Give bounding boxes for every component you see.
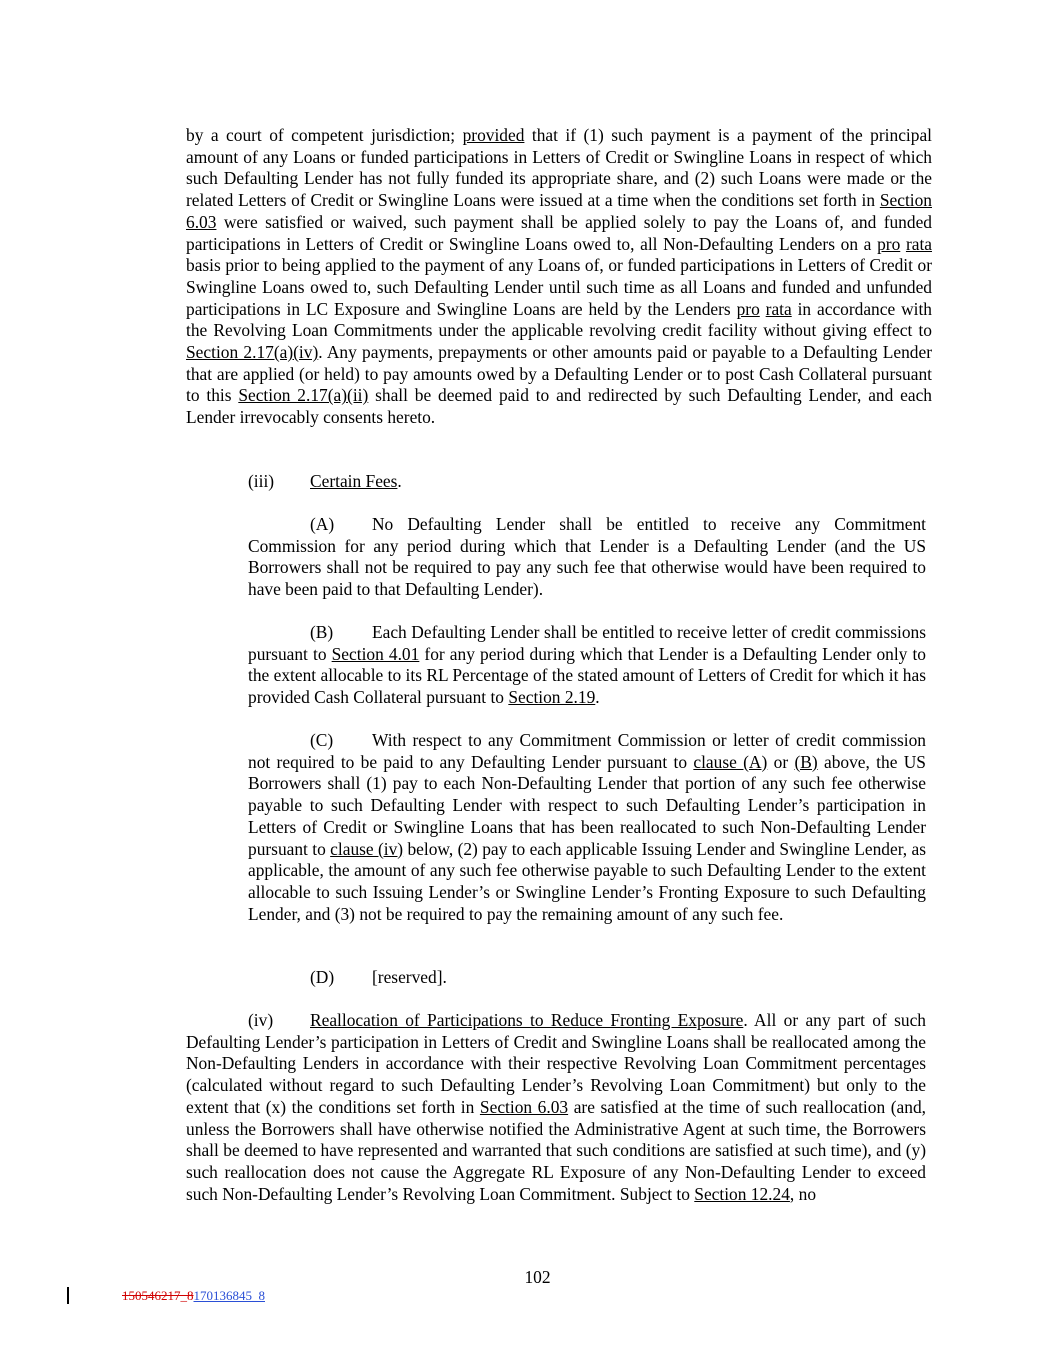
clause-b: (B) Each Defaulting Lender shall be entitled to receive letter of credit commissions pursuant to Section 4.01 for any period during which that Lender is a Defaulting Lender only to the extent allocable to its RL Percentage of the stated amount of Letters of Credit for which it has provided Cash Collateral pursuant to Section 2.19. (248, 622, 926, 708)
section-reference: Section 2.17(a)(ii) (238, 385, 369, 406)
clause-reference: (B) (794, 751, 818, 772)
subsection-title: Certain Fees (310, 471, 398, 491)
paragraph-continuation: by a court of competent jurisdiction; provided that if (1) such payment is a payment of the principal amount of any Loans or funded participations in Letters of Credit or Swingline Loans in respect of which such Defaulting Lender has not fully funded its appropriate share, and (2) such Loans were made or the related Letters of Credit or Swingline Loans were issued at a time when the conditions set forth in Section 6.03 were satisfied or waived, such payment shall be applied solely to pay the Loans of, and funded participations in Letters of Credit or Swingline Loans owed to, all Non-Defaulting Lenders on a pro rata basis prior to being applied to the payment of any Loans of, or funded participations in Letters of Credit or Swingline Loans owed to, such Defaulting Lender until such time as all Loans and funded and unfunded participations in LC Exposure and Swingline Loans are held by the Lenders pro rata in accordance with the Revolving Loan Commitments under the applicable revolving credit facility without giving effect to Section 2.17(a)(iv). Any payments, prepayments or other amounts paid or payable to a Defaulting Lender that are applied (or held) to pay amounts owed by a Defaulting Lender or to post Cash Collateral pursuant to this Section 2.17(a)(ii) shall be deemed paid to and redirected by such Defaulting Lender, and each Lender irrevocably consents hereto. (186, 125, 933, 428)
section-reference: Section 2.17(a)(iv) (186, 342, 319, 363)
clause-reference: clause (A) (693, 751, 768, 772)
subsection-label: (iv) (248, 1010, 274, 1030)
clause-d: (D) [reserved]. (310, 967, 447, 987)
subsection-label: (iii) (248, 471, 275, 491)
section-reference: Section 2.19 (508, 687, 596, 708)
change-bar (67, 1287, 69, 1304)
subsection-iv: (iv) Reallocation of Participations to Reduce Fronting Exposure. All or any part of such Defaulting Lender’s participation in Letters of Credit and Swingline Loans shall be reallocated among the Non-Defaulting Lenders in accordance with their respective Revolving Loan Commitment percentages (calculated without regard to such Defaulting Lender’s Revolving Loan Commitment) but only to the extent that (x) the conditions set forth in Section 6.03 are satisfied at the time of such reallocation (and, unless the Borrowers shall have otherwise notified the Administrative Agent at such time, the Borrowers shall be deemed to have represented and warranted that such conditions are satisfied at such time), and (y) such reallocation does not cause the Aggregate RL Exposure of any Non-Defaulting Lender to exceed such Non-Defaulting Lender’s Revolving Loan Commitment. Subject to Section 12.24, no (186, 1010, 926, 1204)
page-number: 102 (524, 1267, 551, 1287)
clause-label: (C) (310, 730, 334, 750)
inserted-document-id: 170136845_8 (193, 1288, 265, 1303)
clause-reference: clause (iv) (330, 838, 404, 859)
deleted-document-id: 150546217_8 (122, 1288, 194, 1303)
subsection-iii-heading: (iii) Certain Fees. (248, 471, 402, 491)
clause-label: (A) (310, 514, 335, 534)
section-reference: Section 12.24 (694, 1183, 790, 1204)
section-reference: Section 6.03 (479, 1096, 569, 1117)
clause-c: (C) With respect to any Commitment Commission or letter of credit commission not required to be paid to any Defaulting Lender pursuant to clause (A) or (B) above, the US Borrowers shall (1) pay to each Non-Defaulting Lender that portion of any such fee otherwise payable to such Defaulting Lender with respect to such Defaulting Lender’s participation in Letters of Credit or Swingline Loans that has been reallocated to such Non-Defaulting Lender pursuant to clause (iv) below, (2) pay to each applicable Issuing Lender and Swingline Lender, as applicable, the amount of any such fee otherwise payable to such Defaulting Lender to the extent allocable to such Issuing Lender’s or Swingline Lender’s Fronting Exposure to such Defaulting Lender, and (3) not be required to pay the remaining amount of any such fee. (248, 730, 926, 924)
document-id-footer (122, 1289, 265, 1303)
clause-label: (D) (310, 967, 335, 987)
subsection-title: Reallocation of Participations to Reduce Fronting Exposure (310, 1010, 744, 1030)
section-reference: Section 6.03 (186, 190, 932, 232)
clause-a: (A) No Defaulting Lender shall be entitled to receive any Commitment Commission for any period during which that Lender is a Defaulting Lender (and the US Borrowers shall not be required to pay any such fee that otherwise would have been required to have been paid to that Defaulting Lender). (248, 514, 926, 600)
clause-label: (B) (310, 622, 334, 642)
section-reference: Section 4.01 (331, 643, 420, 664)
